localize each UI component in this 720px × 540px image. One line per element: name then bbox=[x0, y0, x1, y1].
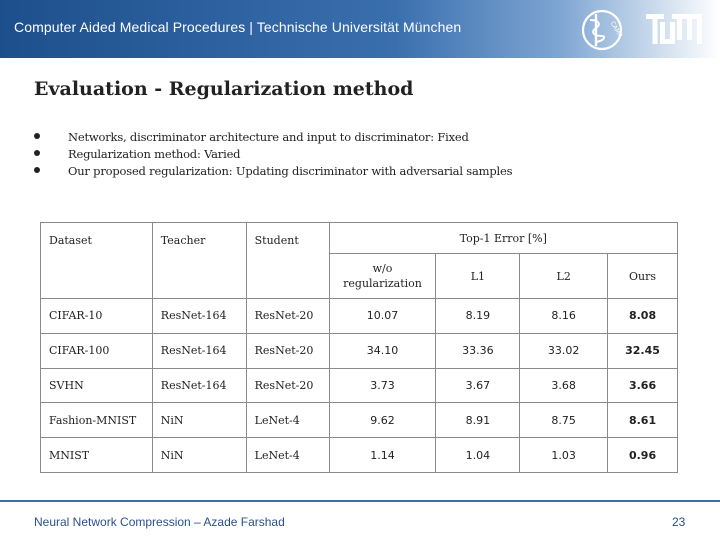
cell-dataset: CIFAR-100 bbox=[41, 333, 153, 368]
cell-l2: 1.03 bbox=[520, 438, 608, 473]
header-student: Student bbox=[246, 223, 329, 299]
header-error-group: Top-1 Error [%] bbox=[329, 223, 677, 254]
cell-wo-regularization: 1.14 bbox=[329, 438, 436, 473]
cell-ours: 8.61 bbox=[608, 403, 678, 438]
cell-ours: 8.08 bbox=[608, 299, 678, 334]
bullet-item bbox=[34, 147, 512, 164]
footer-text: Neural Network Compression – Azade Farshad bbox=[34, 515, 285, 529]
cell-teacher: ResNet-164 bbox=[152, 299, 246, 334]
cell-ours: 3.66 bbox=[608, 368, 678, 403]
table-row bbox=[41, 299, 678, 334]
table-row bbox=[41, 403, 678, 438]
table-row bbox=[41, 333, 678, 368]
cell-dataset: CIFAR-10 bbox=[41, 299, 153, 334]
bullet-item bbox=[34, 164, 512, 181]
header-ours: Ours bbox=[608, 254, 678, 299]
cell-student: ResNet-20 bbox=[246, 368, 329, 403]
cell-student: ResNet-20 bbox=[246, 299, 329, 334]
cell-wo-regularization: 3.73 bbox=[329, 368, 436, 403]
header-bar bbox=[0, 0, 720, 58]
cell-ours: 0.96 bbox=[608, 438, 678, 473]
camp-logo bbox=[576, 6, 628, 54]
bullet-text: Our proposed regularization: Updating discriminator with adversarial samples bbox=[68, 164, 513, 178]
cell-teacher: ResNet-164 bbox=[152, 333, 246, 368]
header-l2: L2 bbox=[520, 254, 608, 299]
bullet-dot-icon bbox=[34, 133, 40, 139]
cell-l1: 33.36 bbox=[436, 333, 520, 368]
cell-wo-regularization: 34.10 bbox=[329, 333, 436, 368]
bullet-item bbox=[34, 130, 512, 147]
bullet-dot-icon bbox=[34, 167, 40, 173]
cell-l1: 8.91 bbox=[436, 403, 520, 438]
cell-wo-regularization: 9.62 bbox=[329, 403, 436, 438]
tum-logo bbox=[646, 14, 702, 44]
cell-l2: 8.75 bbox=[520, 403, 608, 438]
cell-l1: 1.04 bbox=[436, 438, 520, 473]
cell-l2: 33.02 bbox=[520, 333, 608, 368]
header-dataset: Dataset bbox=[41, 223, 153, 299]
cell-student: LeNet-4 bbox=[246, 438, 329, 473]
cell-l1: 3.67 bbox=[436, 368, 520, 403]
footer-divider bbox=[0, 500, 720, 502]
bullet-list bbox=[34, 130, 512, 181]
bullet-text: Networks, discriminator architecture and input to discriminator: Fixed bbox=[68, 130, 469, 144]
header-wo-regularization: w/o regularization bbox=[329, 254, 436, 299]
cell-teacher: NiN bbox=[152, 403, 246, 438]
cell-dataset: SVHN bbox=[41, 368, 153, 403]
cell-l2: 8.16 bbox=[520, 299, 608, 334]
cell-teacher: NiN bbox=[152, 438, 246, 473]
cell-ours: 32.45 bbox=[608, 333, 678, 368]
slide-title: Evaluation - Regularization method bbox=[34, 78, 414, 100]
bullet-dot-icon bbox=[34, 150, 40, 156]
header-title: Computer Aided Medical Procedures | Technische Universität München bbox=[14, 19, 462, 35]
cell-teacher: ResNet-164 bbox=[152, 368, 246, 403]
camp-logo-text: CAMP bbox=[608, 20, 624, 39]
bullet-text: Regularization method: Varied bbox=[68, 147, 241, 161]
results-table bbox=[40, 222, 678, 473]
cell-student: LeNet-4 bbox=[246, 403, 329, 438]
table-row bbox=[41, 438, 678, 473]
cell-student: ResNet-20 bbox=[246, 333, 329, 368]
header-teacher: Teacher bbox=[152, 223, 246, 299]
page-number: 23 bbox=[672, 515, 686, 529]
cell-wo-regularization: 10.07 bbox=[329, 299, 436, 334]
table-header-row bbox=[41, 223, 678, 254]
cell-dataset: MNIST bbox=[41, 438, 153, 473]
cell-l2: 3.68 bbox=[520, 368, 608, 403]
cell-dataset: Fashion-MNIST bbox=[41, 403, 153, 438]
cell-l1: 8.19 bbox=[436, 299, 520, 334]
table-row bbox=[41, 368, 678, 403]
header-l1: L1 bbox=[436, 254, 520, 299]
